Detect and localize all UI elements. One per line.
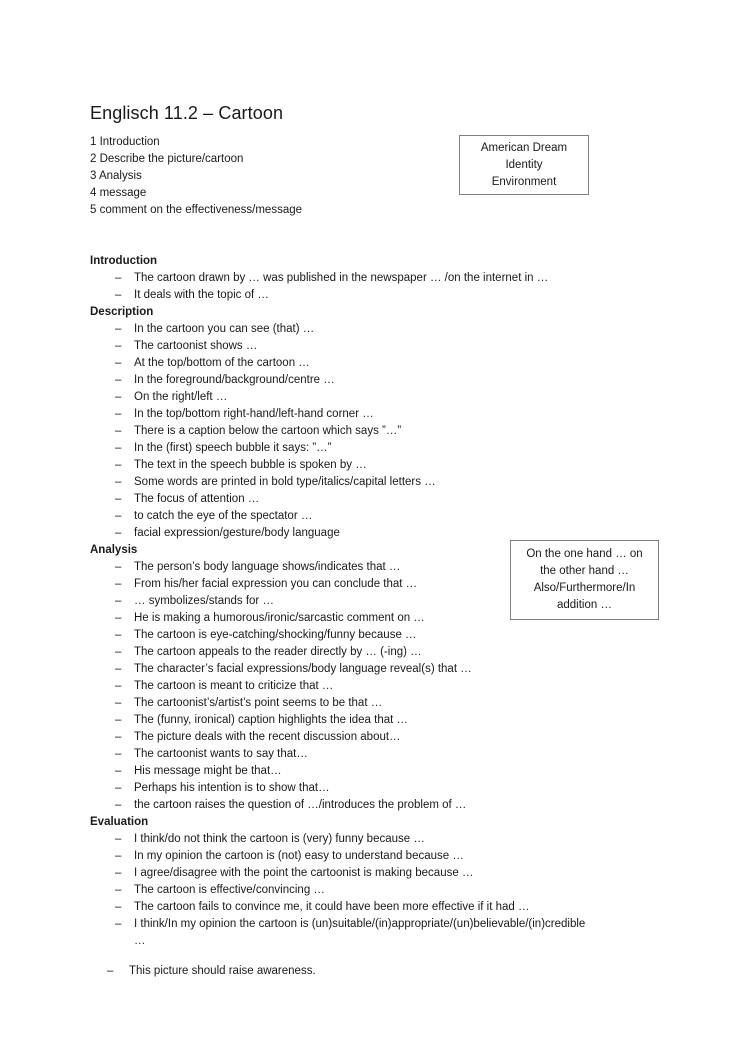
dash-bullet: – bbox=[115, 765, 122, 777]
dash-bullet: – bbox=[115, 850, 122, 862]
dash-bullet: – bbox=[115, 357, 122, 369]
dash-bullet: – bbox=[115, 340, 122, 352]
list-item bbox=[90, 593, 690, 610]
outline-list bbox=[90, 134, 302, 219]
section-heading: Description bbox=[90, 306, 154, 318]
phrase-text: In the top/bottom right-hand/left-hand corner … bbox=[134, 408, 374, 420]
phrase-text: Perhaps his intention is to show that… bbox=[134, 782, 330, 794]
dash-bullet: – bbox=[115, 578, 122, 590]
phrase-text: The focus of attention … bbox=[134, 493, 260, 505]
dash-bullet: – bbox=[115, 476, 122, 488]
phrase-text: At the top/bottom of the cartoon … bbox=[134, 357, 310, 369]
phrase-text: The cartoonist wants to say that… bbox=[134, 748, 308, 760]
phrase-list bbox=[90, 831, 690, 950]
dash-bullet: – bbox=[115, 697, 122, 709]
dash-bullet: – bbox=[115, 391, 122, 403]
phrase-text: Some words are printed in bold type/italics/capital letters … bbox=[134, 476, 436, 488]
phrase-text: I think/In my opinion the cartoon is (un)suitable/(in)appropriate/(un)believable/(in)credible bbox=[134, 918, 586, 930]
topic-line: Environment bbox=[491, 176, 557, 188]
list-item bbox=[90, 746, 690, 763]
list-item bbox=[90, 270, 690, 287]
dash-bullet: – bbox=[115, 714, 122, 726]
dash-bullet: – bbox=[115, 680, 122, 692]
list-item bbox=[90, 882, 690, 899]
dash-bullet: – bbox=[115, 731, 122, 743]
dash-bullet: – bbox=[115, 884, 122, 896]
dash-bullet: – bbox=[115, 867, 122, 879]
list-item bbox=[90, 831, 690, 848]
list-item bbox=[90, 729, 690, 746]
list-item bbox=[90, 372, 690, 389]
phrase-text: The cartoon fails to convince me, it could have been more effective if it had … bbox=[134, 901, 530, 913]
phrase-text: The cartoon is effective/convincing … bbox=[134, 884, 325, 896]
dash-bullet: – bbox=[115, 442, 122, 454]
outline-item: 1 Introduction bbox=[90, 136, 160, 148]
outline-item: 5 comment on the effectiveness/message bbox=[90, 204, 303, 216]
phrase-text: From his/her facial expression you can conclude that … bbox=[134, 578, 418, 590]
phrase-list bbox=[90, 321, 690, 542]
dash-bullet: – bbox=[115, 595, 122, 607]
topic-line: American Dream bbox=[480, 142, 568, 154]
phrase-text: The cartoon drawn by … was published in the newspaper … /on the internet in … bbox=[134, 272, 549, 284]
list-item bbox=[90, 916, 690, 950]
phrase-sections bbox=[90, 253, 690, 950]
section-evaluation bbox=[90, 814, 690, 950]
list-item bbox=[90, 355, 690, 372]
dash-bullet: – bbox=[115, 510, 122, 522]
outline-item: 3 Analysis bbox=[90, 170, 142, 182]
phrase-text: The cartoonist shows … bbox=[134, 340, 258, 352]
dash-bullet: – bbox=[115, 493, 122, 505]
phrase-text: I agree/disagree with the point the cartoonist is making because … bbox=[134, 867, 474, 879]
list-item bbox=[90, 423, 690, 440]
dash-bullet: – bbox=[115, 561, 122, 573]
phrase-text: It deals with the topic of … bbox=[134, 289, 269, 301]
list-item bbox=[90, 797, 690, 814]
list-item bbox=[90, 440, 690, 457]
phrase-list bbox=[90, 270, 690, 304]
outline-item: 2 Describe the picture/cartoon bbox=[90, 153, 244, 165]
dash-bullet: – bbox=[115, 748, 122, 760]
phrase-text: I think/do not think the cartoon is (very) funny because … bbox=[134, 833, 425, 845]
connector-line: Also/Furthermore/In bbox=[533, 582, 636, 594]
section-heading: Evaluation bbox=[90, 816, 149, 828]
list-item bbox=[90, 508, 690, 525]
dash-bullet: – bbox=[115, 527, 122, 539]
phrase-text: He is making a humorous/ironic/sarcastic comment on … bbox=[134, 612, 425, 624]
connector-line: the other hand … bbox=[540, 565, 629, 577]
list-item bbox=[90, 491, 690, 508]
list-item bbox=[90, 644, 690, 661]
list-item bbox=[90, 576, 690, 593]
closing-note bbox=[107, 963, 316, 980]
phrase-text: The cartoon appeals to the reader directly by … (-ing) … bbox=[134, 646, 422, 658]
dash-bullet: – bbox=[115, 918, 122, 930]
phrase-text: In the cartoon you can see (that) … bbox=[134, 323, 315, 335]
dash-bullet: – bbox=[115, 425, 122, 437]
dash-bullet: – bbox=[115, 629, 122, 641]
phrase-text: The person’s body language shows/indicates that … bbox=[134, 561, 401, 573]
dash-bullet: – bbox=[115, 799, 122, 811]
section-description bbox=[90, 304, 690, 542]
phrase-text: The picture deals with the recent discussion about… bbox=[134, 731, 401, 743]
dash-bullet: – bbox=[115, 272, 122, 284]
list-item bbox=[90, 321, 690, 338]
section-heading: Introduction bbox=[90, 255, 158, 267]
list-item bbox=[90, 661, 690, 678]
list-item bbox=[90, 899, 690, 916]
list-item bbox=[90, 474, 690, 491]
list-item bbox=[90, 610, 690, 627]
dash-bullet: – bbox=[115, 459, 122, 471]
topic-line: Identity bbox=[505, 159, 543, 171]
phrase-text: The cartoon is meant to criticize that … bbox=[134, 680, 334, 692]
phrase-text: The cartoon is eye-catching/shocking/funny because … bbox=[134, 629, 417, 641]
section-heading: Analysis bbox=[90, 544, 138, 556]
topics-box bbox=[459, 135, 589, 195]
phrase-text: facial expression/gesture/body language bbox=[134, 527, 340, 539]
list-item bbox=[90, 780, 690, 797]
list-item bbox=[90, 865, 690, 882]
dash-bullet: – bbox=[115, 374, 122, 386]
phrase-text: In the foreground/background/centre … bbox=[134, 374, 335, 386]
list-item bbox=[90, 848, 690, 865]
list-item bbox=[90, 712, 690, 729]
phrase-text: His message might be that… bbox=[134, 765, 282, 777]
connector-line: addition … bbox=[557, 599, 612, 611]
phrase-text: On the right/left … bbox=[134, 391, 228, 403]
dash-bullet: – bbox=[115, 646, 122, 658]
dash-bullet: – bbox=[115, 612, 122, 624]
dash-bullet: – bbox=[115, 833, 122, 845]
dash-bullet: – bbox=[115, 782, 122, 794]
dash-bullet: – bbox=[115, 323, 122, 335]
list-item bbox=[90, 389, 690, 406]
dash-bullet: – bbox=[115, 408, 122, 420]
closing-text: This picture should raise awareness. bbox=[129, 965, 316, 977]
list-item bbox=[90, 627, 690, 644]
phrase-text: The cartoonist’s/artist’s point seems to be that … bbox=[134, 697, 383, 709]
phrase-text: … symbolizes/stands for … bbox=[134, 595, 274, 607]
dash-bullet: – bbox=[107, 965, 114, 977]
list-item bbox=[90, 763, 690, 780]
phrase-text: The (funny, ironical) caption highlights the idea that … bbox=[134, 714, 409, 726]
list-item bbox=[90, 406, 690, 423]
list-item bbox=[90, 287, 690, 304]
list-item bbox=[90, 695, 690, 712]
outline-item: 4 message bbox=[90, 187, 147, 199]
phrase-text: The character’s facial expressions/body language reveal(s) that … bbox=[134, 663, 472, 675]
list-item bbox=[90, 457, 690, 474]
list-item bbox=[90, 559, 690, 576]
list-item bbox=[90, 338, 690, 355]
phrase-text: The text in the speech bubble is spoken by … bbox=[134, 459, 367, 471]
phrase-text: There is a caption below the cartoon which says ”…” bbox=[134, 425, 402, 437]
phrase-list bbox=[90, 559, 690, 814]
list-item bbox=[90, 525, 690, 542]
section-analysis bbox=[90, 542, 690, 814]
page-title: Englisch 11.2 – Cartoon bbox=[90, 103, 284, 124]
connector-line: On the one hand … on bbox=[526, 548, 643, 560]
phrase-continuation: … bbox=[134, 935, 146, 947]
dash-bullet: – bbox=[115, 663, 122, 675]
phrase-text: to catch the eye of the spectator … bbox=[134, 510, 313, 522]
dash-bullet: – bbox=[115, 901, 122, 913]
phrase-text: In my opinion the cartoon is (not) easy to understand because … bbox=[134, 850, 464, 862]
list-item bbox=[90, 678, 690, 695]
dash-bullet: – bbox=[115, 289, 122, 301]
section-introduction bbox=[90, 253, 690, 304]
phrase-text: the cartoon raises the question of …/introduces the problem of … bbox=[134, 799, 467, 811]
phrase-text: In the (first) speech bubble it says: ”…” bbox=[134, 442, 332, 454]
